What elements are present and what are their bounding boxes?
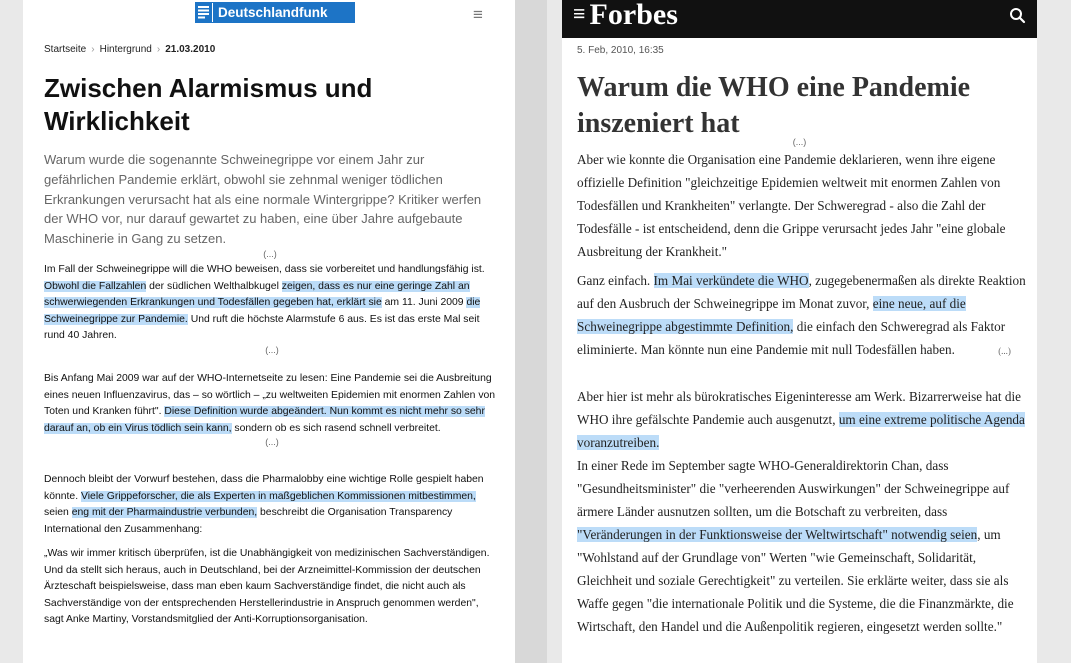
forbes-header	[562, 0, 1037, 38]
highlight: eng mit der Pharmaindustrie verbunden,	[71, 507, 258, 519]
highlight: Viele Grippeforscher, die als Experten in maßgeblichen Kommissionen mitbestimmen,	[80, 490, 476, 502]
forbes-paragraph-1: Aber wie konnte die Organisation eine Pandemie deklarieren, wenn ihre eigene offizielle Definition "gleichzeitige Epidemien weltweit mit enormen Zahlen von Todesfällen und Krankheiten" verlangte. Der Schweregrad - also die Zahl der Todesfälle - ist entscheidend, denn die Grippe verursacht jedes Jahr "eine globale Ausbreitung der Krankheit."	[577, 152, 1006, 259]
chevron-right-icon: ›	[156, 44, 161, 55]
highlight: um eine extreme politische Agenda voranzutreiben.	[577, 412, 1025, 450]
text: Bis Anfang Mai 2009 war auf der WHO-Internetseite zu lesen: Eine Pandemie sei die Ausbreitung eines neuen Influenzavirus, das – so wörtlich – „zu weltweiten Epidemien mit enormen Zahlen von Toten und Kranken führt".	[44, 373, 496, 418]
dlf-teaser-text: Warum wurde die sogenannte Schweinegrippe vor einem Jahr zur gefährlichen Pandemie erklärt, obwohl sie zehnmal weniger tödlichen Erkrankungen verursacht hat als eine normale Wintergrippe? Kritiker werfen der WHO vor, nur darauf gewartet zu haben, eine über Jahre aufgebaute Maschinerie in Gang zu setzen.	[44, 152, 482, 247]
text: die einfach den Schweregrad als Faktor eliminierte. Man könnte nun eine Pandemie mit null Todesfällen haben.	[577, 319, 1006, 357]
text: Dennoch bleibt der Vorwurf bestehen, dass die Pharmalobby eine wichtige Rolle gespielt haben könnte.	[44, 474, 484, 502]
hamburger-menu-icon[interactable]: ≡	[573, 1, 586, 26]
text: der südlichen Welthalbkugel	[146, 280, 282, 292]
text: am 11. Juni 2009	[381, 297, 467, 309]
dlf-headline: Zwischen Alarmismus und Wirklichkeit	[44, 73, 373, 136]
dlf-logo-text: Deutschlandfunk	[218, 5, 328, 20]
highlight: Im Mai verkündete die WHO	[653, 273, 809, 288]
text: Im Fall der Schweinegrippe will die WHO beweisen, dass sie vorbereitet und handlungsfähig ist.	[44, 264, 485, 275]
ellipsis-marker: (...)	[263, 248, 277, 259]
search-icon[interactable]	[1008, 6, 1028, 26]
dlf-teaser	[44, 150, 496, 259]
highlight: die Schweinegrippe zur Pandemie.	[44, 297, 481, 325]
highlight: zeigen, dass es nur eine geringe Zahl an schwerwiegenden Erkrankungen und Todesfällen gegeben hat, erklärt sie	[44, 280, 470, 309]
forbes-paragraph-3	[577, 385, 1027, 638]
text: Aber hier ist mehr als bürokratisches Eigeninteresse am Werk. Bizarrerweise hat die WHO ihre gefälschte Pandemie auch ausgenutzt,	[577, 389, 1021, 427]
forbes-brand-text: Forbes	[589, 0, 678, 31]
text: beschreibt die Organisation Transparency International den Zusammenhang:	[44, 507, 453, 535]
forbes-headline: Warum die WHO eine Pandemie inszeniert hat	[577, 72, 971, 139]
hamburger-menu-icon[interactable]: ≡	[473, 5, 483, 24]
text: In einer Rede im September sagte WHO-Generaldirektorin Chan, dass "Gesundheitsminister" die "verheerenden Auswirkungen" der Schweinegrippe auf ärmere Länder ausnutzen sollten, um die Botschaft zu verbreiten, dass	[577, 458, 1010, 519]
ellipsis-marker: (...)	[792, 137, 807, 147]
highlight: "Veränderungen in der Funktionsweise der Weltwirtschaft" notwendig seien	[577, 527, 978, 542]
dlf-article-panel	[23, 0, 515, 663]
ellipsis-marker: (...)	[265, 437, 279, 448]
ellipsis-marker: (...)	[998, 346, 1011, 356]
highlight: Obwohl die Fallzahlen	[44, 280, 147, 292]
dlf-paragraph-1	[44, 262, 500, 355]
text: Und ruft die höchste Alarmstufe 6 aus. Es ist das erste Mal seit rund 40 Jahren.	[44, 313, 480, 342]
highlight: Diese Definition wurde abgeändert. Nun kommt es nicht mehr so sehr darauf an, ob ein Virus tödlich sein kann,	[44, 406, 485, 434]
forbes-logo[interactable]	[573, 0, 678, 32]
breadcrumb-section[interactable]: Hintergrund	[99, 44, 152, 55]
text: , zugegebenermaßen als direkte Reaktion auf den Ausbruch der Schweinegrippe im Monat zuvor,	[577, 273, 1026, 311]
text: , um "Wohlstand auf der Grundlage von" Werten "wie Gemeinschaft, Solidarität, Gleichheit und soziale Gerechtigkeit" zu verteilen. Sie erklärte weiter, dass sie als Waffe gegen "die internationale Politik und die Systeme, die die Finanzmärkte, die Wirtschaft, den Handel und die Außenpolitik regieren, eingesetzt werden sollte."	[577, 527, 1014, 634]
text: sondern ob es sich rasend schnell verbreitet.	[231, 422, 441, 434]
dlf-logo[interactable]	[195, 2, 355, 23]
dlf-paragraph-3	[44, 472, 500, 538]
dlf-logo-icon	[195, 3, 213, 22]
breadcrumb-date: 21.03.2010	[165, 44, 216, 55]
chevron-right-icon: ›	[91, 44, 95, 55]
breadcrumb	[44, 44, 215, 55]
forbes-article-panel	[562, 0, 1037, 663]
forbes-paragraph-2	[577, 269, 1027, 361]
dlf-paragraph-2	[44, 371, 500, 447]
ellipsis-marker: (...)	[265, 344, 279, 355]
highlight: eine neue, auf die Schweinegrippe abgestimmte Definition,	[577, 296, 966, 334]
forbes-date: 5. Feb, 2010, 16:35	[577, 45, 664, 56]
dlf-header	[23, 0, 515, 33]
breadcrumb-home[interactable]: Startseite	[44, 44, 87, 55]
text: Ganz einfach.	[577, 273, 654, 288]
dlf-paragraph-4: „Was wir immer kritisch überprüfen, ist die Unabhängigkeit von medizinischen Sachverständigen. Und da stellt sich heraus, auch in Deutschland, bei der Arzneimittel-Kommission der deutschen Ärzteschaft beispielsweise, dass man eben kaum Sachverständige findet, die nicht auch als Sachverständige von der entsprechenden Herstellerindustrie in Anspruch genommen werden", sagt Anke Martiny, Vorstandsmitglied der Anti-Korruptionsorganisation.	[44, 548, 490, 626]
text: seien	[44, 507, 72, 519]
panel-divider	[515, 0, 547, 663]
